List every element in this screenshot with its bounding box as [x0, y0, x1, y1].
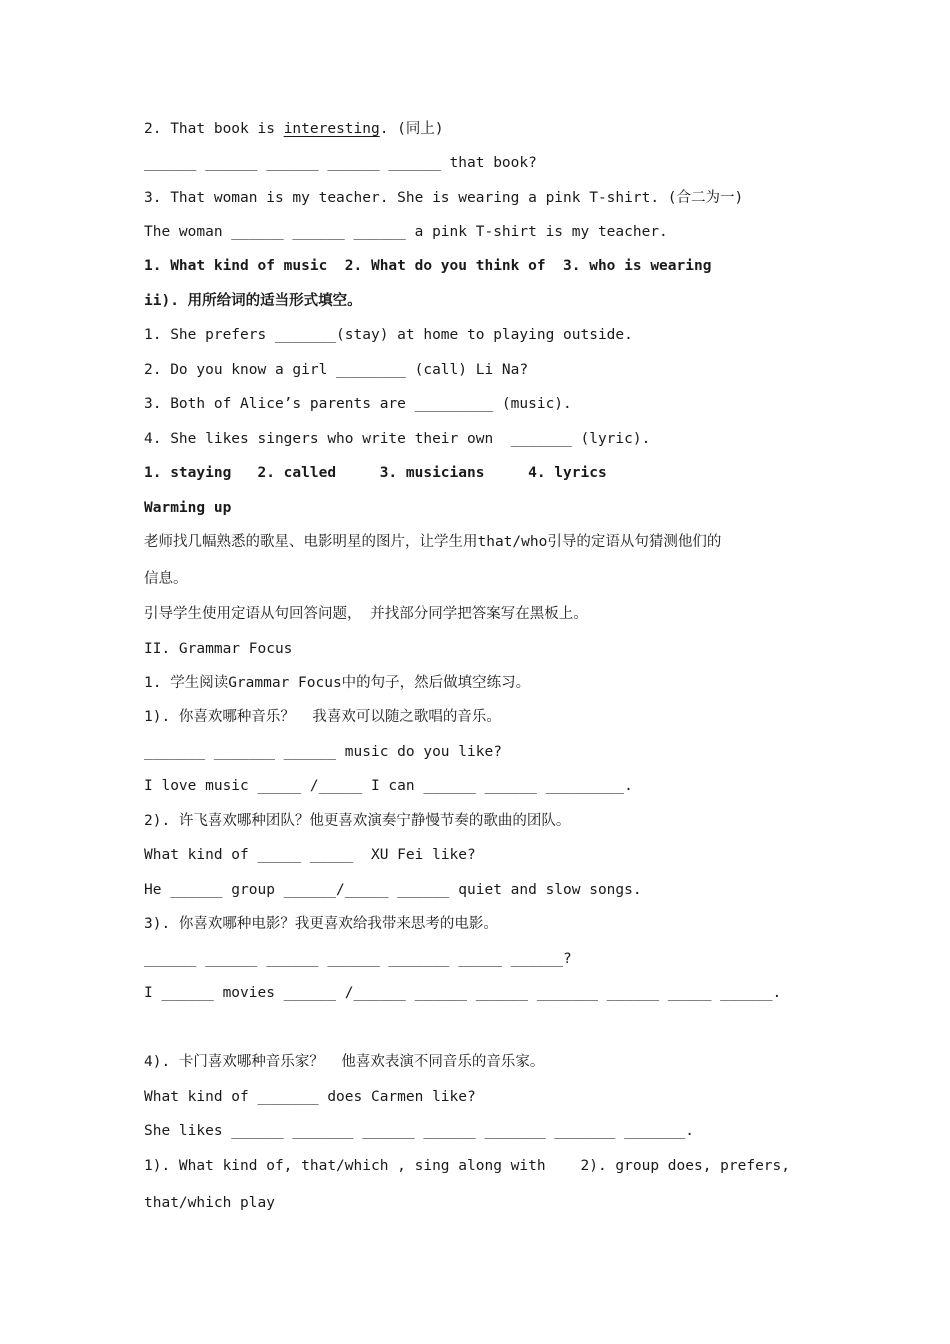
- section-heading-warming-up: Warming up: [144, 500, 232, 516]
- question-2-prompt: 2). 许飞喜欢哪种团队？他更喜欢演奏宁静慢节奏的歌曲的团队。: [144, 813, 571, 829]
- answer-line: 1. staying 2. called 3. musicians 4. lyrics: [144, 465, 607, 481]
- question-3-prompt: 3). 你喜欢哪种电影？我更喜欢给我带来思考的电影。: [144, 916, 498, 932]
- exercise-item-3: 3. Both of Alice’s parents are _________ (music).: [144, 396, 572, 412]
- paragraph-line: 引导学生使用定语从句回答问题， 并找部分同学把答案写在黑板上。: [144, 606, 588, 622]
- section-heading-grammar-focus: II. Grammar Focus: [144, 641, 293, 657]
- answer-line: 1. What kind of music 2. What do you think of 3. who is wearing: [144, 258, 712, 274]
- exercise-blank-line: ______ ______ ______ ______ _______ _____ ______?: [144, 951, 572, 967]
- exercise-blank-line: He ______ group ______/_____ ______ quiet and slow songs.: [144, 882, 642, 898]
- instruction-line: 1. 学生阅读Grammar Focus中的句子，然后做填空练习。: [144, 675, 531, 691]
- exercise-blank-line: ______ ______ ______ ______ ______ that book?: [144, 155, 537, 171]
- exercise-blank-line: _______ _______ ______ music do you like?: [144, 744, 502, 760]
- section-heading-ii: ii). 用所给词的适当形式填空。: [144, 293, 362, 309]
- exercise-blank-line: What kind of _____ _____ XU Fei like?: [144, 847, 476, 863]
- exercise-line-3-woman: 3. That woman is my teacher. She is wearing a pink T-shirt. (合二为一): [144, 190, 744, 206]
- paragraph-line: 信息。: [144, 571, 188, 587]
- exercise-line-2-book: [144, 119, 444, 139]
- exercise-blank-line: The woman ______ ______ ______ a pink T-shirt is my teacher.: [144, 224, 668, 240]
- answer-line: that/which play: [144, 1195, 275, 1211]
- exercise-blank-line: I ______ movies ______ /______ ______ ______ _______ ______ _____ ______.: [144, 985, 782, 1001]
- exercise-item-2: 2. Do you know a girl ________ (call) Li Na?: [144, 362, 529, 378]
- text-segment: 2. That book is: [144, 121, 284, 137]
- text-segment: . (同上): [379, 121, 444, 137]
- exercise-blank-line: I love music _____ /_____ I can ______ ______ _________.: [144, 778, 633, 794]
- answer-line: 1). What kind of, that/which , sing along with 2). group does, prefers,: [144, 1158, 791, 1174]
- exercise-item-1: 1. She prefers _______(stay) at home to playing outside.: [144, 327, 633, 343]
- paragraph-line: 老师找几幅熟悉的歌星、电影明星的图片，让学生用that/who引导的定语从句猜测他们的: [144, 534, 722, 550]
- exercise-item-4: 4. She likes singers who write their own _______ (lyric).: [144, 431, 651, 447]
- question-4-prompt: 4). 卡门喜欢哪种音乐家？ 他喜欢表演不同音乐的音乐家。: [144, 1054, 545, 1070]
- exercise-blank-line: She likes ______ _______ ______ ______ _______ _______ _______.: [144, 1123, 694, 1139]
- question-1-prompt: 1). 你喜欢哪种音乐？ 我喜欢可以随之歌唱的音乐。: [144, 709, 501, 725]
- exercise-blank-line: What kind of _______ does Carmen like?: [144, 1089, 476, 1105]
- underlined-word: interesting: [283, 121, 380, 137]
